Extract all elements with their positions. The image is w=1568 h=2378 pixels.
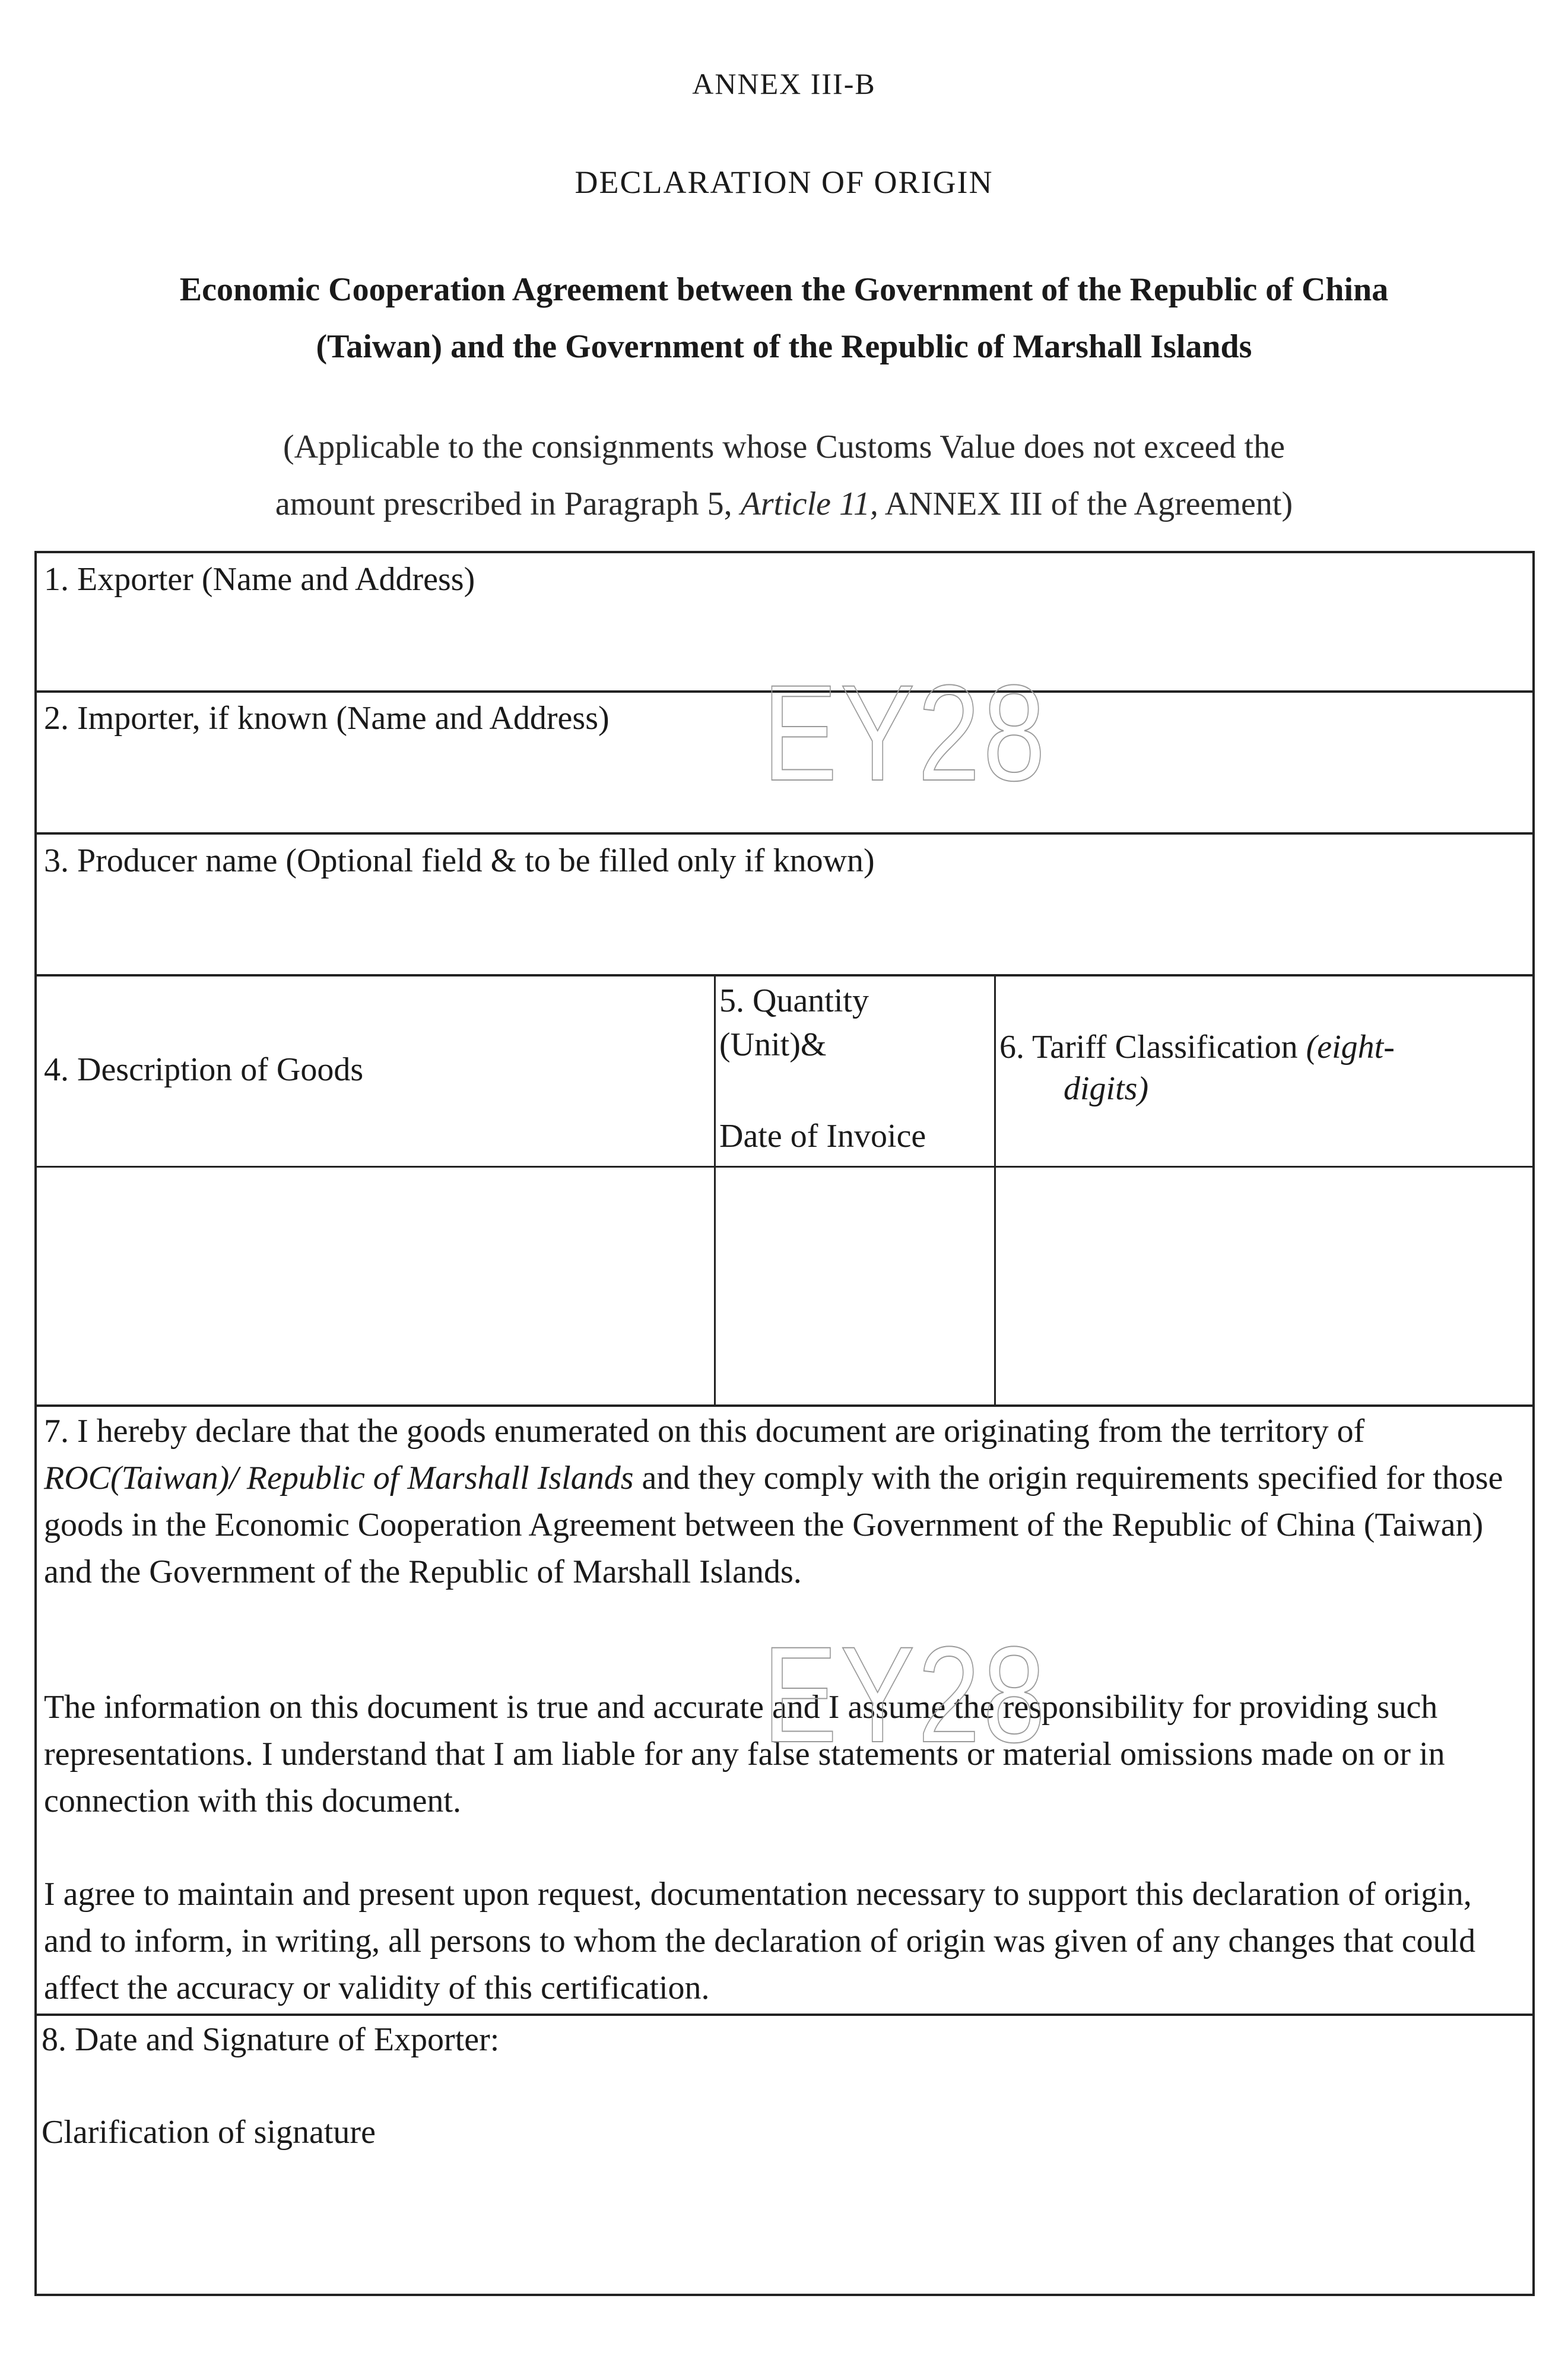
declaration-form [34, 551, 1535, 2296]
quantity-input-area[interactable] [716, 1168, 993, 1403]
field-tariff-label [999, 1028, 1395, 1066]
divider [37, 1166, 1532, 1168]
field-tariff-label-note2: digits) [1064, 1070, 1149, 1107]
applicability-note [0, 418, 1568, 532]
agreement-title-line2: (Taiwan) and the Government of the Republic of Marshall Islands [316, 328, 1252, 365]
agreement-title-line1: Economic Cooperation Agreement between the Government of the Republic of China [179, 271, 1389, 308]
article-reference: Article 11, [740, 486, 878, 522]
declaration-paragraph-3: I agree to maintain and present upon request, documentation necessary to support this declaration of origin, and to inform, in writing, all persons to whom the declaration of origin was given of any changes that could affect the accuracy or validity of this certification. [44, 1876, 1476, 2006]
column-divider [714, 974, 716, 1406]
producer-input-area[interactable] [37, 886, 1532, 974]
declaration-text-cont: and they comply with the origin requirements specified for those goods in the Economic Cooperation Agreement between the Government of the Republic of China (Taiwan) and the Government of the Republic of Marshall Islands. [44, 1460, 1503, 1590]
applicability-line1: (Applicable to the consignments whose Customs Value does not exceed the [283, 429, 1285, 465]
territory-text: ROC(Taiwan)/ Republic of Marshall Islands [44, 1460, 634, 1496]
watermark-stamp: EY28 [763, 1618, 1049, 1771]
applicability-line2-pre: amount prescribed in Paragraph 5, [275, 486, 741, 522]
field-producer-label: 3. Producer name (Optional field & to be filled only if known) [44, 842, 875, 879]
divider [37, 974, 1532, 976]
field-importer-label: 2. Importer, if known (Name and Address) [44, 700, 610, 737]
agreement-title [0, 261, 1568, 375]
annex-label: ANNEX III-B [692, 67, 876, 100]
column-divider [994, 974, 996, 1406]
tariff-label-text: 6. Tariff Classification [999, 1029, 1306, 1066]
description-input-area[interactable] [37, 1168, 713, 1403]
field-signature-label: 8. Date and Signature of Exporter: [42, 2021, 500, 2058]
divider [37, 1404, 1532, 1407]
applicability-line2 [0, 475, 1568, 532]
field-quantity-label: 5. Quantity [719, 982, 869, 1019]
field-exporter-label: 1. Exporter (Name and Address) [44, 561, 475, 598]
document-title: DECLARATION OF ORIGIN [574, 164, 994, 200]
declaration-paragraph-1 [44, 1408, 1509, 1596]
declaration-text: 7. I hereby declare that the goods enumerated on this document are originating from the territory of [44, 1413, 1365, 1450]
signature-clarification-label: Clarification of signature [42, 2114, 376, 2151]
field-description-label: 4. Description of Goods [44, 1051, 364, 1088]
field-invoice-date-label: Date of Invoice [719, 1118, 926, 1155]
field-quantity-unit-label: (Unit)& [719, 1026, 827, 1063]
tariff-label-note: (eight- [1306, 1029, 1395, 1066]
signature-area[interactable] [37, 2061, 1532, 2293]
tariff-input-area[interactable] [996, 1168, 1532, 1403]
declaration-paragraph-2: The information on this document is true and accurate and I assume the responsibility for providing such representations. I understand that I am liable for any false statements or material omissions made on or in connection with this document. [44, 1689, 1445, 1819]
divider [37, 832, 1532, 835]
divider [37, 2014, 1532, 2016]
applicability-line2-post: ANNEX III of the Agreement) [878, 486, 1293, 522]
watermark-stamp: EY28 [763, 657, 1049, 809]
